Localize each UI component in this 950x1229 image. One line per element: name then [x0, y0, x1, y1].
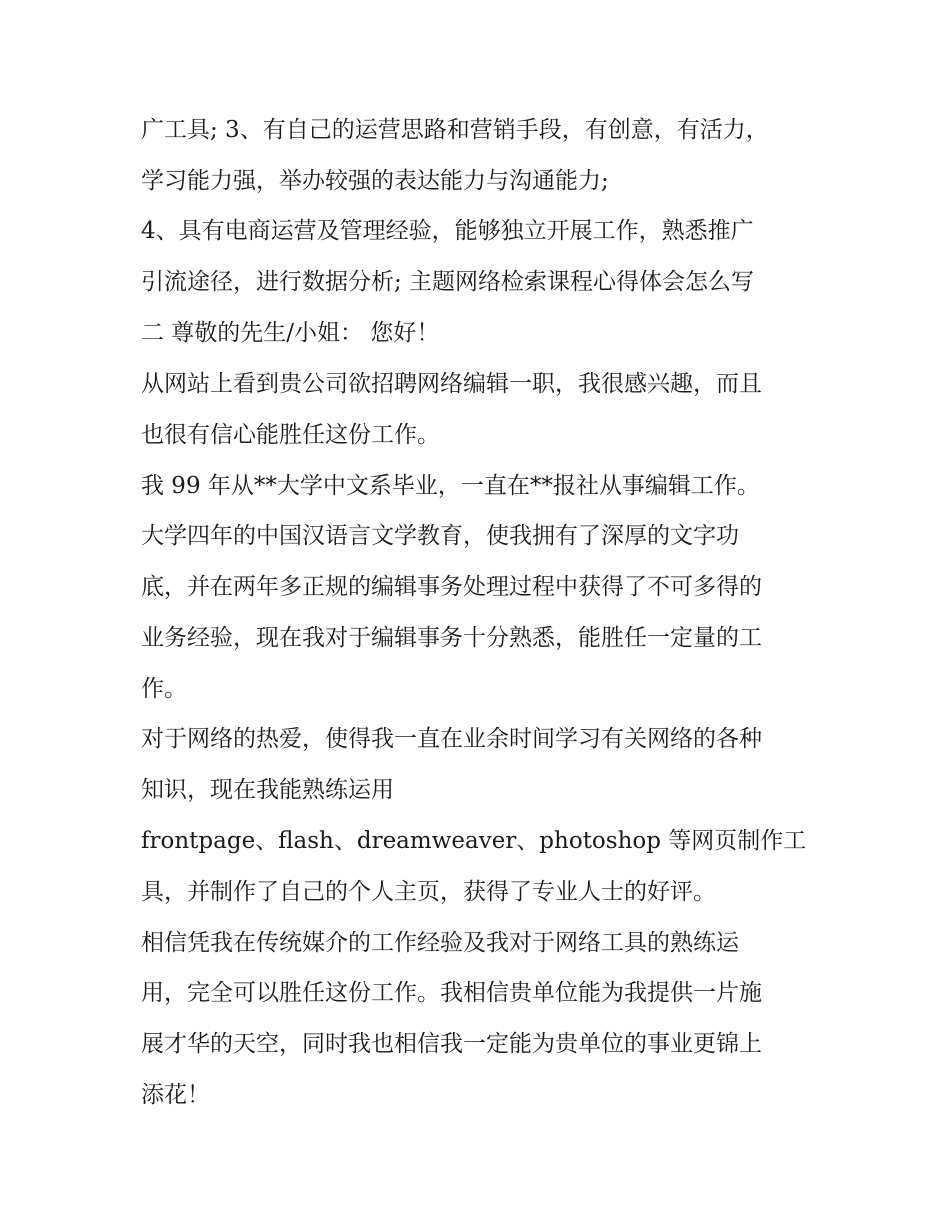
text-line: 作。 [141, 676, 187, 702]
text-line: 广工具; 3、有自己的运营思路和营销手段，有创意，有活力， [141, 117, 769, 143]
text-line: 添花！ [141, 1082, 210, 1108]
text-line: 底，并在两年多正规的编辑事务处理过程中获得了不可多得的 [141, 574, 762, 600]
text-line: 4、具有电商运营及管理经验，能够独立开展工作，熟悉推广 [141, 218, 754, 244]
text-line: 学习能力强，举办较强的表达能力与沟通能力; [141, 168, 609, 194]
text-line: 相信凭我在传统媒介的工作经验及我对于网络工具的熟练运 [141, 930, 739, 956]
text-line: frontpage、flash、dreamweaver、photoshop 等网页制作工 [141, 828, 807, 854]
text-line: 展才华的天空，同时我也相信我一定能为贵单位的事业更锦上 [141, 1031, 762, 1057]
text-line: 从网站上看到贵公司欲招聘网络编辑一职，我很感兴趣，而且 [141, 371, 762, 397]
text-line: 对于网络的热爱，使得我一直在业余时间学习有关网络的各种 [141, 726, 762, 752]
text-line: 业务经验，现在我对于编辑事务十分熟悉，能胜任一定量的工 [141, 625, 762, 651]
text-line: 引流途径，进行数据分析; 主题网络检索课程心得体会怎么写 [141, 269, 755, 295]
text-line: 具，并制作了自己的个人主页，获得了专业人士的好评。 [141, 879, 716, 905]
text-line: 我 99 年从**大学中文系毕业，一直在**报社从事编辑工作。 [141, 473, 760, 499]
text-line: 也很有信心能胜任这份工作。 [141, 422, 440, 448]
text-line: 知识，现在我能熟练运用 [141, 777, 394, 803]
text-line: 用，完全可以胜任这份工作。我相信贵单位能为我提供一片施 [141, 980, 762, 1006]
text-line: 二 尊敬的先生/小姐： 您好！ [141, 320, 440, 346]
text-line: 大学四年的中国汉语言文学教育，使我拥有了深厚的文字功 [141, 523, 739, 549]
